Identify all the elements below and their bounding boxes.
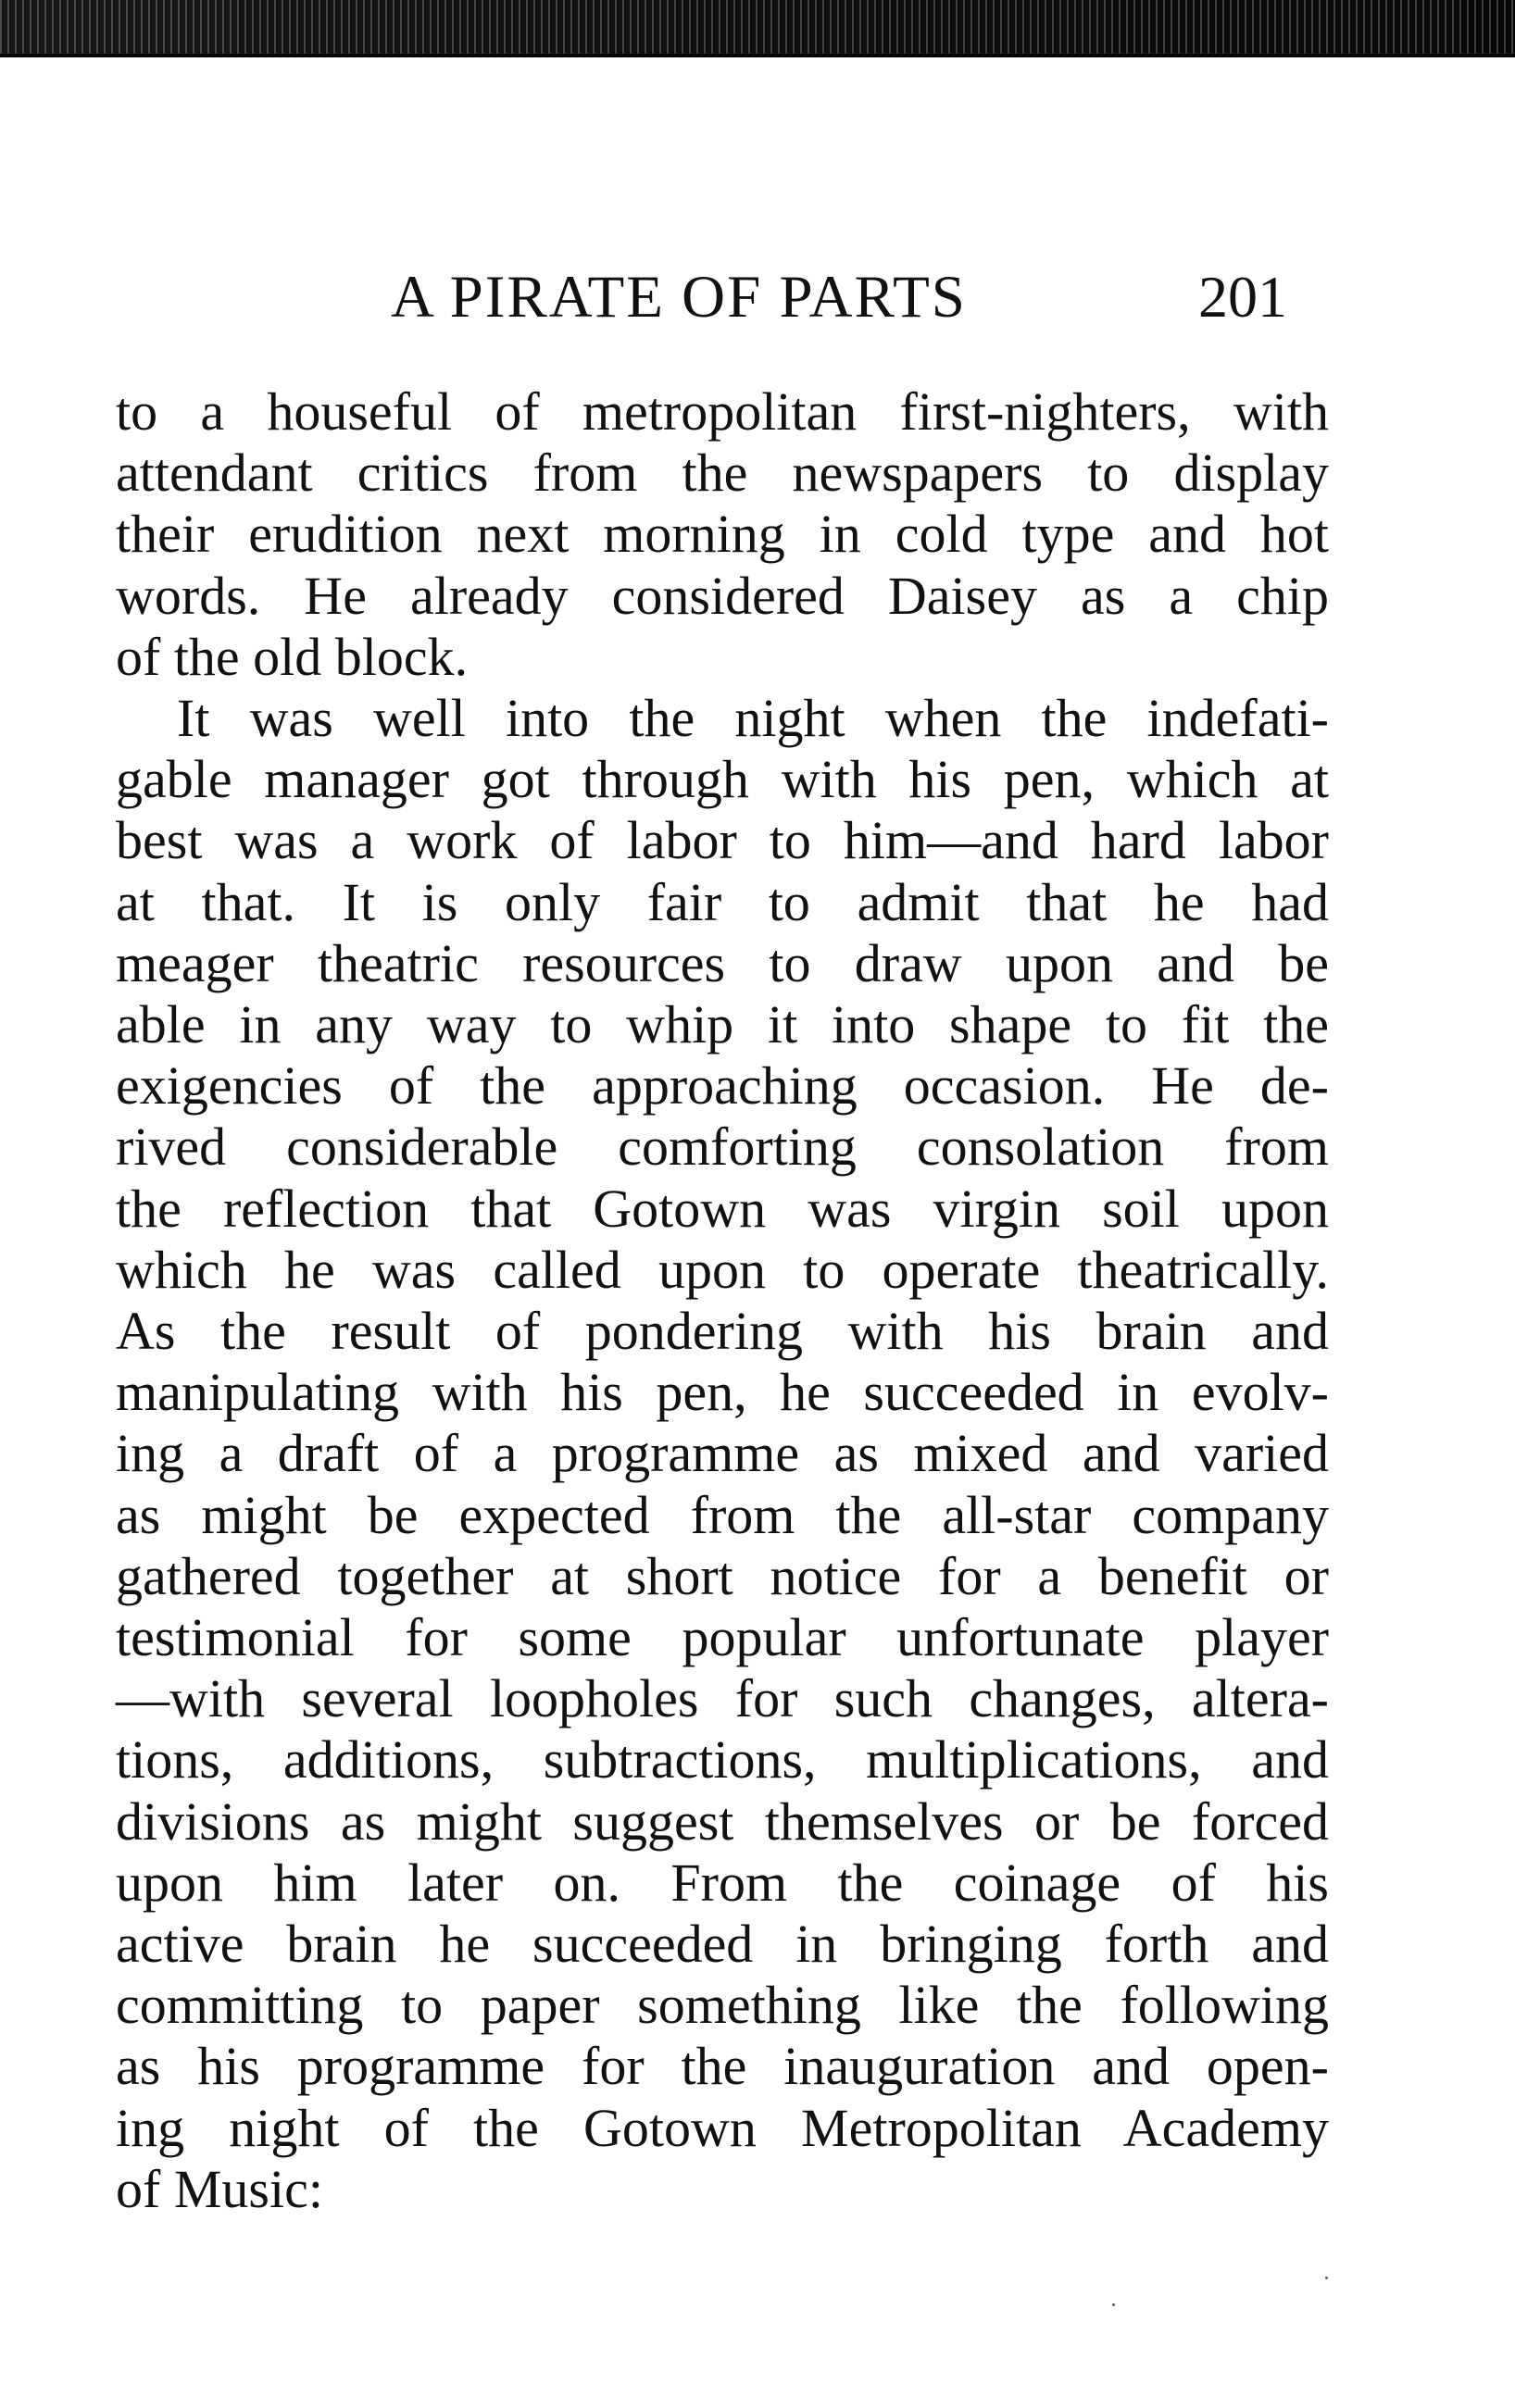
text-line: of the old block.	[116, 626, 469, 687]
text-line: It was well into the night when the indefati-	[177, 688, 1329, 749]
text-line: manipulating with his pen, he succeeded in evolv-	[116, 1362, 1329, 1423]
page-header	[0, 260, 1515, 334]
text-line: of Music:	[116, 2158, 323, 2219]
speck	[1325, 2277, 1328, 2279]
text-line: exigencies of the approaching occasion. He de-	[116, 1055, 1329, 1117]
scan-border-strip	[0, 0, 1515, 57]
text-line: gable manager got through with his pen, which at	[116, 749, 1329, 810]
text-line: gathered together at short notice for a benefit or	[116, 1545, 1329, 1606]
text-line: words. He already considered Daisey as a chip	[116, 565, 1329, 626]
text-line: ing a draft of a programme as mixed and varied	[116, 1423, 1329, 1484]
text-line: ing night of the Gotown Metropolitan Academy	[116, 2097, 1329, 2158]
body-text	[116, 381, 1329, 2220]
text-line: active brain he succeeded in bringing forth and	[116, 1914, 1329, 1975]
text-line: divisions as might suggest themselves or be forced	[116, 1790, 1329, 1852]
text-line: the reflection that Gotown was virgin soil upon	[116, 1178, 1329, 1239]
text-line: which he was called upon to operate theatrically.	[116, 1239, 1329, 1300]
text-line: able in any way to whip it into shape to fit the	[116, 994, 1329, 1055]
text-line: meager theatric resources to draw upon and be	[116, 932, 1329, 993]
speck	[1112, 2303, 1115, 2306]
text-line: to a houseful of metropolitan first-nighters, with	[116, 381, 1329, 442]
text-line: at that. It is only fair to admit that he had	[116, 871, 1329, 932]
text-line: their erudition next morning in cold type and hot	[116, 504, 1329, 565]
text-line: As the result of pondering with his brain and	[116, 1301, 1329, 1362]
text-line: committing to paper something like the following	[116, 1975, 1329, 2036]
text-line: as his programme for the inauguration and open-	[116, 2036, 1329, 2097]
text-line: best was a work of labor to him—and hard labor	[116, 810, 1329, 871]
text-line: rived considerable comforting consolation from	[116, 1117, 1329, 1178]
text-line: —with several loopholes for such changes, altera-	[116, 1668, 1329, 1729]
text-line: attendant critics from the newspapers to display	[116, 443, 1329, 504]
text-line: upon him later on. From the coinage of his	[116, 1852, 1329, 1913]
page-number: 201	[1198, 264, 1287, 330]
text-line: tions, additions, subtractions, multiplications, and	[116, 1729, 1329, 1790]
running-title: A PIRATE OF PARTS	[391, 264, 967, 331]
text-line: as might be expected from the all-star company	[116, 1484, 1329, 1545]
text-line: testimonial for some popular unfortunate player	[116, 1607, 1329, 1668]
